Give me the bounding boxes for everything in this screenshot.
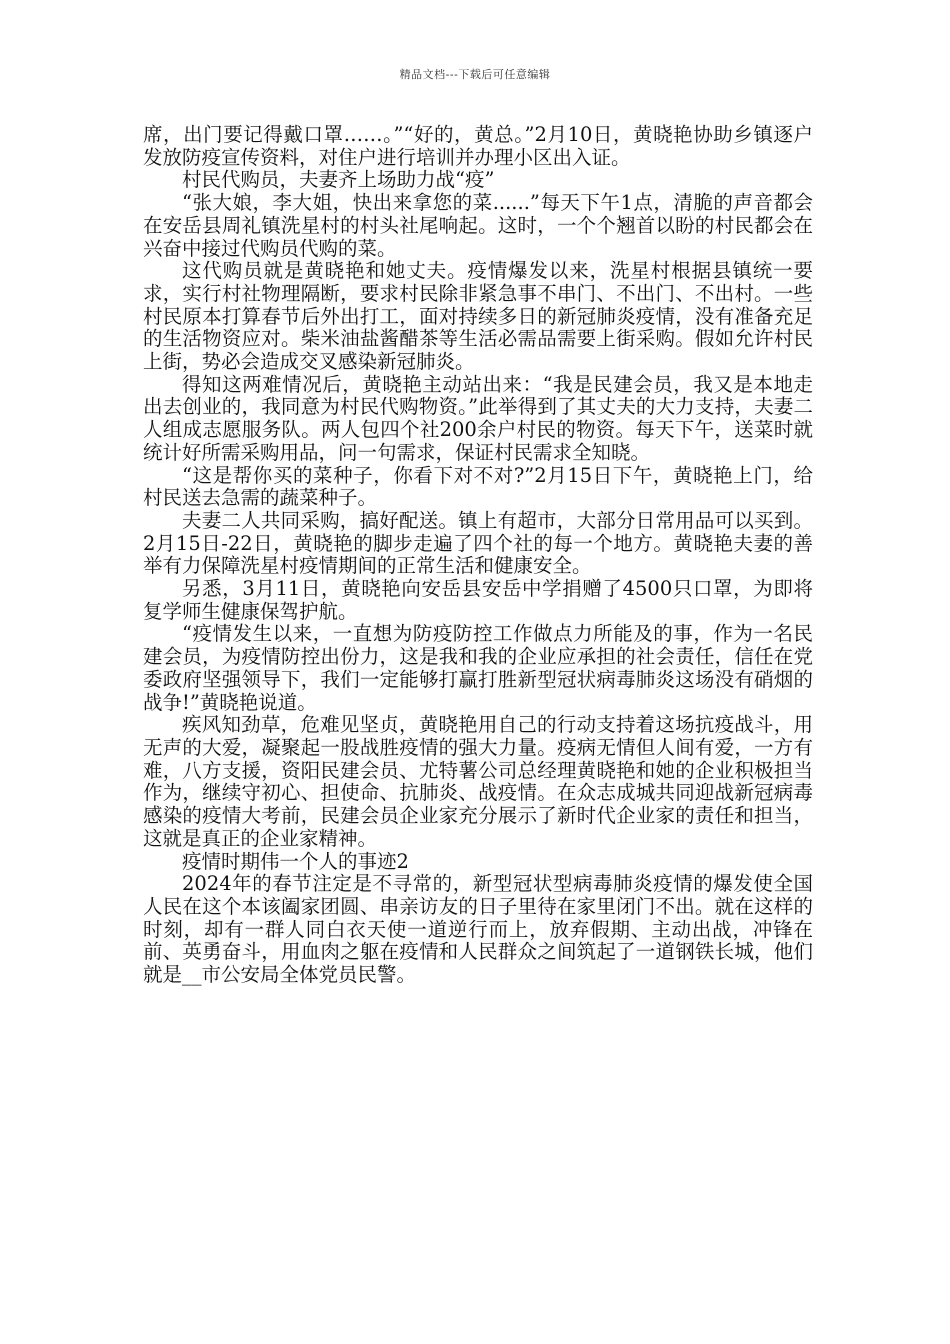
paragraph-9: “疫情发生以来，一直想为防疫防控工作做点力所能及的事，作为一名民建会员，为疫情防控出份力，这是我和我的企业应承担的社会责任，信任在党委政府坚强领导下，我们一定能够打赢打胜新型冠状病毒肺炎这场没有硝烟的战争!”黄晓艳说道。 <box>143 622 813 714</box>
paragraph-5: 得知这两难情况后，黄晓艳主动站出来：“我是民建会员，我又是本地走出去创业的，我同意为村民代购物资。”此举得到了其丈夫的大力支持，夫妻二人组成志愿服务队。两人包四个社200余户村民的物资。每天下午，送菜时就统计好所需采购用品，问一句需求，保证村民需求全知晓。 <box>143 372 813 464</box>
paragraph-8: 另悉，3月11日，黄晓艳向安岳县安岳中学捐赠了4500只口罩，为即将复学师生健康保驾护航。 <box>143 577 813 623</box>
section-heading-story-2: 疫情时期伟一个人的事迹2 <box>182 849 409 873</box>
paragraph-1: 席，出门要记得戴口罩……。”“好的，黄总。”2月10日，黄晓艳协助乡镇逐户发放防疫宣传资料，对住户进行培训并办理小区出入证。 <box>143 123 813 169</box>
paragraph-7: 夫妻二人共同采购，搞好配送。镇上有超市，大部分日常用品可以买到。2月15日-22日，黄晓艳的脚步走遍了四个社的每一个地方。黄晓艳夫妻的善举有力保障洗星村疫情期间的正常生活和健康安全。 <box>143 508 813 578</box>
page-header: 精品文档---下载后可任意编辑 <box>399 68 551 81</box>
section-heading-proxy-buyers: 村民代购员，夫妻齐上场助力战“疫” <box>182 168 495 192</box>
paragraph-3: “张大娘，李大姐，快出来拿您的菜......”每天下午1点，清脆的声音都会在安岳县周礼镇洗星村的村头社尾响起。这时，一个个翘首以盼的村民都会在兴奋中接过代购员代购的菜。 <box>143 191 813 260</box>
paragraph-10: 疾风知劲草，危难见坚贞，黄晓艳用自己的行动支持着这场抗疫战斗，用无声的大爱，凝聚起一股战胜疫情的强大力量。疫病无情但人间有爱，一方有难，八方支援，资阳民建会员、尤特薯公司总经理黄晓艳和她的企业积极担当作为，继续守初心、担使命、抗肺炎、战疫情。在众志成城共同迎战新冠病毒感染的疫情大考前，民建会员企业家充分展示了新时代企业家的责任和担当，这就是真正的企业家精神。 <box>143 713 813 850</box>
paragraph-12: 2024年的春节注定是不寻常的，新型冠状型病毒肺炎疫情的爆发使全国人民在这个本该阖家团圆、串亲访友的日子里待在家里闭门不出。就在这样的时刻，却有一群人同白衣天使一道逆行而上，放弃假期、主动出战，冲锋在前、英勇奋斗，用血肉之躯在疫情和人民群众之间筑起了一道钢铁长城，他们就是__市公安局全体党员民警。 <box>143 872 813 987</box>
paragraph-6: “这是帮你买的菜种子，你看下对不对?”2月15日下午，黄晓艳上门，给村民送去急需的蔬菜种子。 <box>143 463 813 510</box>
document-body <box>143 124 813 987</box>
paragraph-4: 这代购员就是黄晓艳和她丈夫。疫情爆发以来，洗星村根据县镇统一要求，实行村社物理隔断，要求村民除非紧急事不串门、不出门、不出村。一些村民原本打算春节后外出打工，面对持续多日的新冠肺炎疫情，没有准备充足的生活物资应对。柴米油盐酱醋茶等生活必需品需要上街采购。假如允许村民上街，势必会造成交叉感染新冠肺炎。 <box>143 259 813 374</box>
